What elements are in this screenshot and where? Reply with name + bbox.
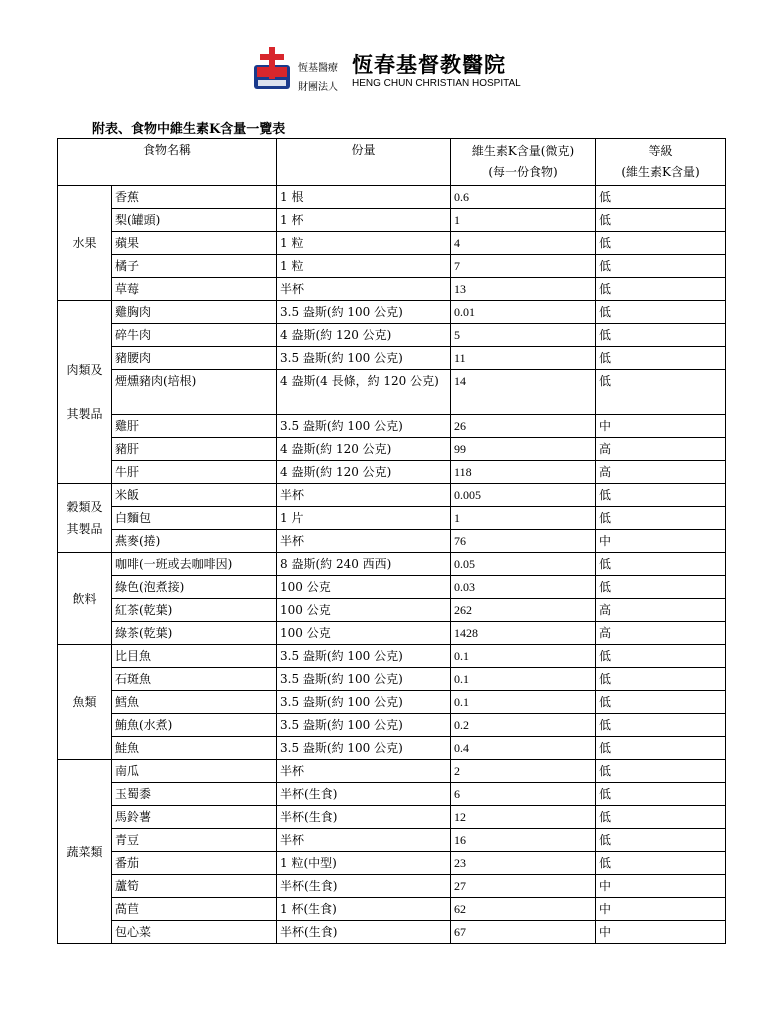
table-header-row xyxy=(58,139,726,186)
table-row xyxy=(58,507,726,530)
col-header-portion: 份量 xyxy=(277,139,451,186)
grade-cell: 中 xyxy=(596,530,726,553)
foundation-label: 財團法人 xyxy=(298,82,338,93)
table-caption: 附表、食物中維生素K含量一覽表 xyxy=(92,122,286,137)
food-cell: 綠色(泡煮接) xyxy=(112,576,277,599)
vitamin-k-cell: 0.1 xyxy=(451,668,596,691)
portion-cell: 半杯(生食) xyxy=(277,921,451,944)
portion-cell: 3.5 盎斯(約 100 公克) xyxy=(277,691,451,714)
food-cell: 梨(罐頭) xyxy=(112,209,277,232)
grade-cell: 低 xyxy=(596,852,726,875)
table-row xyxy=(58,852,726,875)
vitamin-k-cell: 99 xyxy=(451,438,596,461)
vitamin-k-cell: 0.2 xyxy=(451,714,596,737)
portion-cell: 4 盎斯(約 120 公克) xyxy=(277,438,451,461)
table-row xyxy=(58,438,726,461)
col-header-grade: 等級 (維生素K含量) xyxy=(596,139,726,186)
grade-cell: 高 xyxy=(596,599,726,622)
grade-cell: 低 xyxy=(596,209,726,232)
food-cell: 紅茶(乾葉) xyxy=(112,599,277,622)
table-row xyxy=(58,324,726,347)
grade-cell: 低 xyxy=(596,278,726,301)
vitamin-k-cell: 62 xyxy=(451,898,596,921)
vitamin-k-cell: 14 xyxy=(451,370,596,415)
hospital-cross-logo-icon xyxy=(252,47,292,91)
food-cell: 香蕉 xyxy=(112,186,277,209)
grade-cell: 高 xyxy=(596,438,726,461)
table-row xyxy=(58,461,726,484)
vitamin-k-cell: 16 xyxy=(451,829,596,852)
portion-cell: 半杯 xyxy=(277,760,451,783)
category-cell: 肉類及 其製品 xyxy=(58,301,112,484)
vitamin-k-cell: 1 xyxy=(451,209,596,232)
table-row xyxy=(58,301,726,324)
vitamin-k-table xyxy=(57,138,726,944)
grade-cell: 低 xyxy=(596,507,726,530)
vitamin-k-cell: 26 xyxy=(451,415,596,438)
grade-cell: 低 xyxy=(596,783,726,806)
portion-cell: 半杯 xyxy=(277,278,451,301)
food-cell: 南瓜 xyxy=(112,760,277,783)
grade-cell: 低 xyxy=(596,301,726,324)
table-row xyxy=(58,737,726,760)
food-cell: 米飯 xyxy=(112,484,277,507)
table-row xyxy=(58,484,726,507)
grade-cell: 低 xyxy=(596,806,726,829)
grade-cell: 低 xyxy=(596,691,726,714)
vitamin-k-cell: 23 xyxy=(451,852,596,875)
portion-cell: 4 盎斯(約 120 公克) xyxy=(277,461,451,484)
vitamin-k-cell: 0.1 xyxy=(451,691,596,714)
food-cell: 雞胸肉 xyxy=(112,301,277,324)
food-cell: 比目魚 xyxy=(112,645,277,668)
vitamin-k-cell: 2 xyxy=(451,760,596,783)
vitamin-k-cell: 4 xyxy=(451,232,596,255)
portion-cell: 100 公克 xyxy=(277,576,451,599)
vitamin-k-cell: 0.03 xyxy=(451,576,596,599)
food-cell: 豬肝 xyxy=(112,438,277,461)
vitamin-k-cell: 0.4 xyxy=(451,737,596,760)
food-cell: 鮭魚 xyxy=(112,737,277,760)
grade-cell: 低 xyxy=(596,484,726,507)
table-row xyxy=(58,599,726,622)
portion-cell: 4 盎斯(4 長條，約 120 公克) xyxy=(277,370,451,415)
food-cell: 咖啡(一班或去咖啡因) xyxy=(112,553,277,576)
table-row xyxy=(58,209,726,232)
portion-cell: 半杯(生食) xyxy=(277,783,451,806)
food-cell: 草莓 xyxy=(112,278,277,301)
table-row xyxy=(58,622,726,645)
col-header-vk: 維生素K含量(微克) (每一份食物) xyxy=(451,139,596,186)
portion-cell: 1 杯 xyxy=(277,209,451,232)
grade-cell: 低 xyxy=(596,576,726,599)
table-row xyxy=(58,370,726,415)
grade-cell: 低 xyxy=(596,645,726,668)
portion-cell: 100 公克 xyxy=(277,622,451,645)
table-row xyxy=(58,875,726,898)
table-row xyxy=(58,415,726,438)
category-cell: 蔬菜類 xyxy=(58,760,112,944)
table-body xyxy=(58,186,726,944)
portion-cell: 100 公克 xyxy=(277,599,451,622)
grade-cell: 低 xyxy=(596,760,726,783)
food-cell: 玉蜀黍 xyxy=(112,783,277,806)
food-cell: 馬鈴薯 xyxy=(112,806,277,829)
table-row xyxy=(58,783,726,806)
vitamin-k-cell: 0.05 xyxy=(451,553,596,576)
portion-cell: 1 片 xyxy=(277,507,451,530)
portion-cell: 8 盎斯(約 240 西西) xyxy=(277,553,451,576)
vitamin-k-cell: 27 xyxy=(451,875,596,898)
portion-cell: 3.5 盎斯(約 100 公克) xyxy=(277,645,451,668)
grade-cell: 中 xyxy=(596,898,726,921)
vitamin-k-cell: 1 xyxy=(451,507,596,530)
portion-cell: 1 杯(生食) xyxy=(277,898,451,921)
portion-cell: 3.5 盎斯(約 100 公克) xyxy=(277,347,451,370)
category-cell: 水果 xyxy=(58,186,112,301)
portion-cell: 4 盎斯(約 120 公克) xyxy=(277,324,451,347)
food-cell: 包心菜 xyxy=(112,921,277,944)
grade-cell: 低 xyxy=(596,347,726,370)
food-cell: 蘆筍 xyxy=(112,875,277,898)
portion-cell: 3.5 盎斯(約 100 公克) xyxy=(277,301,451,324)
food-cell: 綠茶(乾葉) xyxy=(112,622,277,645)
vitamin-k-cell: 7 xyxy=(451,255,596,278)
grade-cell: 低 xyxy=(596,255,726,278)
grade-cell: 高 xyxy=(596,461,726,484)
grade-cell: 低 xyxy=(596,668,726,691)
category-cell: 穀類及 其製品 xyxy=(58,484,112,553)
table-row xyxy=(58,829,726,852)
table-row xyxy=(58,714,726,737)
food-cell: 雞肝 xyxy=(112,415,277,438)
portion-cell: 半杯 xyxy=(277,484,451,507)
col-header-food: 食物名稱 xyxy=(58,139,277,186)
food-cell: 白麵包 xyxy=(112,507,277,530)
grade-cell: 低 xyxy=(596,737,726,760)
portion-cell: 半杯 xyxy=(277,829,451,852)
grade-cell: 低 xyxy=(596,714,726,737)
vitamin-k-cell: 118 xyxy=(451,461,596,484)
food-cell: 萵苣 xyxy=(112,898,277,921)
food-cell: 碎牛肉 xyxy=(112,324,277,347)
grade-cell: 低 xyxy=(596,186,726,209)
vitamin-k-cell: 0.1 xyxy=(451,645,596,668)
table-row xyxy=(58,760,726,783)
food-cell: 牛肝 xyxy=(112,461,277,484)
vitamin-k-cell: 11 xyxy=(451,347,596,370)
food-cell: 鮪魚(水煮) xyxy=(112,714,277,737)
food-cell: 鱈魚 xyxy=(112,691,277,714)
table-row xyxy=(58,186,726,209)
grade-cell: 中 xyxy=(596,875,726,898)
food-cell: 青豆 xyxy=(112,829,277,852)
table-row xyxy=(58,576,726,599)
hospital-header xyxy=(252,47,522,93)
vitamin-k-cell: 6 xyxy=(451,783,596,806)
portion-cell: 1 根 xyxy=(277,186,451,209)
portion-cell: 1 粒 xyxy=(277,255,451,278)
portion-cell: 半杯(生食) xyxy=(277,806,451,829)
table-row xyxy=(58,691,726,714)
portion-cell: 半杯(生食) xyxy=(277,875,451,898)
food-cell: 燕麥(捲) xyxy=(112,530,277,553)
food-cell: 石斑魚 xyxy=(112,668,277,691)
category-cell: 魚類 xyxy=(58,645,112,760)
hospital-name-zh: 恆春基督教醫院 xyxy=(352,52,506,77)
vitamin-k-cell: 0.6 xyxy=(451,186,596,209)
category-cell: 飲料 xyxy=(58,553,112,645)
table-row xyxy=(58,806,726,829)
table-row xyxy=(58,553,726,576)
table-row xyxy=(58,645,726,668)
grade-cell: 高 xyxy=(596,622,726,645)
table-row xyxy=(58,898,726,921)
vitamin-k-cell: 5 xyxy=(451,324,596,347)
food-cell: 番茄 xyxy=(112,852,277,875)
portion-cell: 3.5 盎斯(約 100 公克) xyxy=(277,668,451,691)
food-cell: 橘子 xyxy=(112,255,277,278)
portion-cell: 3.5 盎斯(約 100 公克) xyxy=(277,415,451,438)
table-row xyxy=(58,921,726,944)
portion-cell: 3.5 盎斯(約 100 公克) xyxy=(277,737,451,760)
table-row xyxy=(58,347,726,370)
portion-cell: 半杯 xyxy=(277,530,451,553)
grade-cell: 低 xyxy=(596,553,726,576)
portion-cell: 3.5 盎斯(約 100 公克) xyxy=(277,714,451,737)
vitamin-k-cell: 262 xyxy=(451,599,596,622)
grade-cell: 低 xyxy=(596,324,726,347)
grade-cell: 低 xyxy=(596,829,726,852)
vitamin-k-cell: 0.01 xyxy=(451,301,596,324)
vitamin-k-cell: 1428 xyxy=(451,622,596,645)
food-cell: 豬腰肉 xyxy=(112,347,277,370)
food-cell: 蘋果 xyxy=(112,232,277,255)
table-row xyxy=(58,530,726,553)
grade-cell: 中 xyxy=(596,415,726,438)
org-type-label: 恆基醫療 xyxy=(298,63,338,74)
vitamin-k-cell: 0.005 xyxy=(451,484,596,507)
food-cell: 煙燻豬肉(培根) xyxy=(112,370,277,415)
table-row xyxy=(58,278,726,301)
grade-cell: 低 xyxy=(596,232,726,255)
grade-cell: 中 xyxy=(596,921,726,944)
vitamin-k-cell: 76 xyxy=(451,530,596,553)
portion-cell: 1 粒 xyxy=(277,232,451,255)
table-row xyxy=(58,668,726,691)
table-row xyxy=(58,255,726,278)
table-row xyxy=(58,232,726,255)
vitamin-k-cell: 13 xyxy=(451,278,596,301)
grade-cell: 低 xyxy=(596,370,726,415)
hospital-name-en: HENG CHUN CHRISTIAN HOSPITAL xyxy=(352,78,521,89)
vitamin-k-cell: 12 xyxy=(451,806,596,829)
portion-cell: 1 粒(中型) xyxy=(277,852,451,875)
vitamin-k-cell: 67 xyxy=(451,921,596,944)
